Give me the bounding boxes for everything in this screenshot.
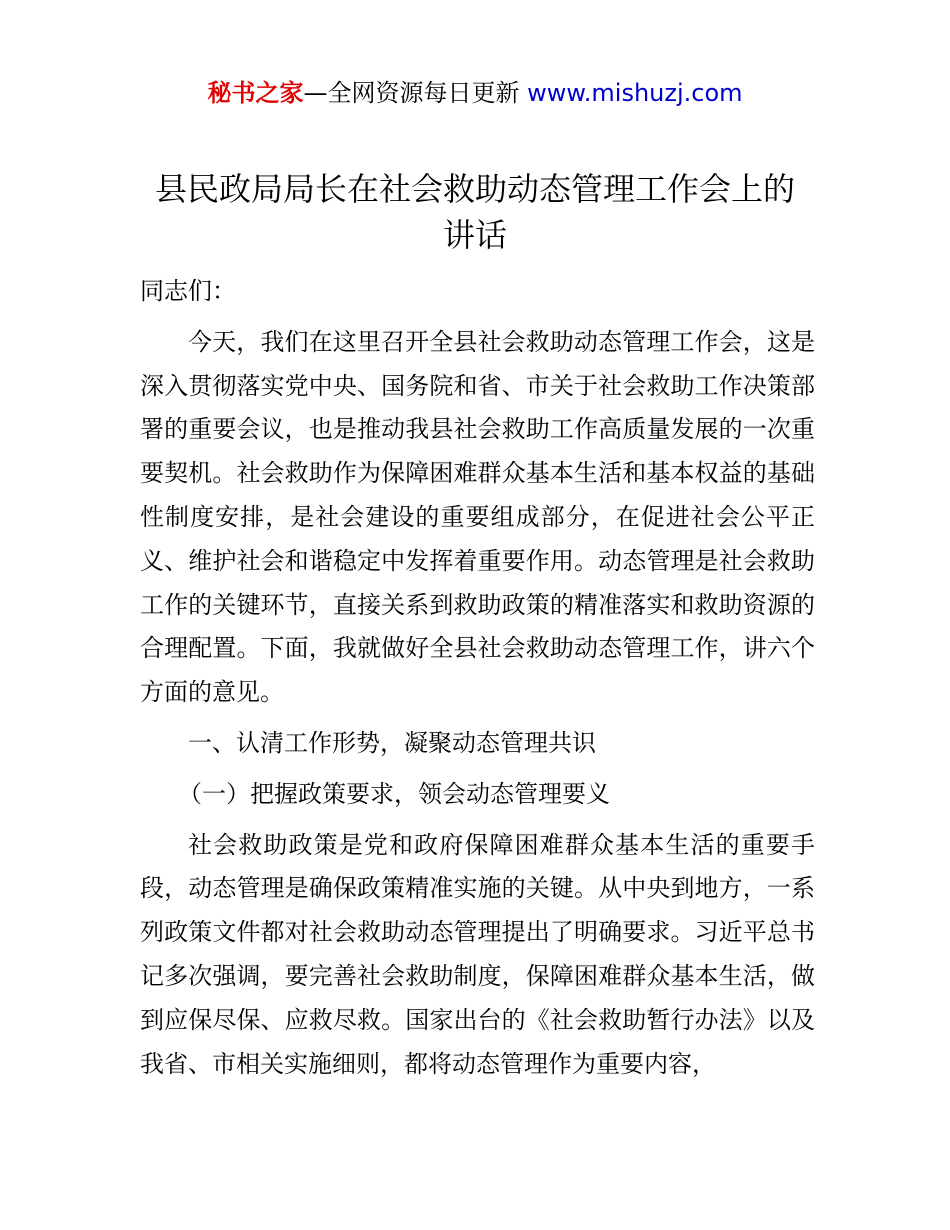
- document-title: [140, 166, 810, 258]
- site-tagline: —全网资源每日更新: [303, 79, 520, 107]
- section-heading-1: 一、认清工作形势，凝聚动态管理共识: [188, 728, 596, 757]
- subsection-heading-1: （一）把握政策要求，领会动态管理要义: [178, 779, 610, 808]
- site-header: [0, 76, 950, 110]
- document-title-line-2: 讲话: [442, 216, 507, 254]
- document-body: [140, 270, 815, 1093]
- site-url-link[interactable]: www.mishuzj.com: [527, 79, 743, 107]
- paragraph-intro: 今天，我们在这里召开全县社会救助动态管理工作会，这是深入贯彻落实党中央、国务院和省、市关于社会救助工作决策部署的重要会议，也是推动我县社会救助工作高质量发展的一次重要契机。社会救助作为保障困难群众基本生活和基本权益的基础性制度安排，是社会建设的重要组成部分，在促进社会公平正义、维护社会和谐稳定中发挥着重要作用。动态管理是社会救助工作的关键环节，直接关系到救助政策的精准落实和救助资源的合理配置。下面，我就做好全县社会救助动态管理工作，讲六个方面的意见。: [140, 327, 815, 707]
- site-brand: 秘书之家: [207, 79, 304, 107]
- greeting: 同志们：: [140, 277, 236, 305]
- document-title-line-1: 县民政局局长在社会救助动态管理工作会上的: [154, 170, 795, 208]
- paragraph-policy: 社会救助政策是党和政府保障困难群众基本生活的重要手段，动态管理是确保政策精准实施的关键。从中央到地方，一系列政策文件都对社会救助动态管理提出了明确要求。习近平总书记多次强调，要完善社会救助制度，保障困难群众基本生活，做到应保尽保、应救尽救。国家出台的《社会救助暂行办法》以及我省、市相关实施细则，都将动态管理作为重要内容，: [140, 830, 815, 1078]
